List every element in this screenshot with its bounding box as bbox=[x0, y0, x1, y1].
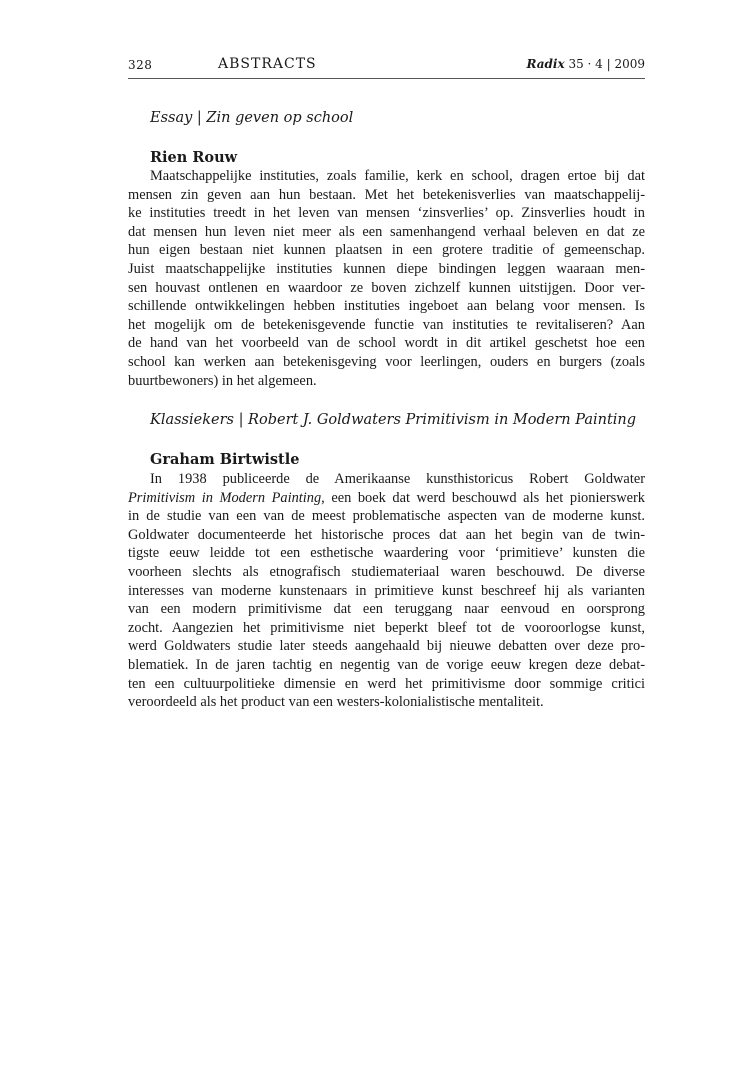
abstract-line: school kan werken aan betekenisgeving voor leerlingen, ouders en burgers (zoals bbox=[128, 353, 645, 370]
abstract-line: veroordeeld als het product van een westers-kolonialistische mentaliteit. bbox=[128, 694, 544, 711]
abstract-line: interesses van moderne kunstenaars in primitieve kunst beschreef hij als varianten bbox=[128, 582, 645, 599]
section-title: ABSTRACTS bbox=[218, 56, 317, 72]
abstract-line: zocht. Aangezien het primitivisme niet beperkt bleef tot de vooroorlogse kunst, bbox=[128, 619, 645, 636]
abstract-line bbox=[128, 489, 645, 508]
article-1-abstract bbox=[128, 167, 645, 390]
journal-issue: 35 · 4 | 2009 bbox=[568, 57, 645, 71]
article-author: Rien Rouw bbox=[150, 149, 238, 166]
page-number: 328 bbox=[128, 58, 153, 72]
abstract-line: het mogelijk om de betekenisgevende functie van instituties te revitaliseren? Aan bbox=[128, 316, 645, 333]
abstract-line: van een modern primitivisme dat een teruggang naar eenvoud en oorsprong bbox=[128, 601, 645, 618]
abstract-line: hun eigen bestaan niet kunnen plaatsen in een grotere traditie of gemeenschap. bbox=[128, 242, 645, 259]
book-title: Primitivism in Modern Painting bbox=[128, 489, 322, 506]
abstract-line: Juist maatschappelijke instituties kunnen diepe bindingen leggen waaraan men- bbox=[128, 260, 645, 277]
abstract-line-rest: , een boek dat werd beschouwd als het pionierswerk bbox=[321, 489, 645, 506]
article-1-rubric-block bbox=[128, 110, 645, 126]
article-2-author-block bbox=[128, 451, 645, 468]
article-rubric: Klassiekers | Robert J. Goldwaters Primitivism in Modern Painting bbox=[150, 412, 637, 428]
abstract-line: ten een cultuurpolitieke dimensie en werd het primitivisme door sommige critici bbox=[128, 675, 645, 692]
journal-info bbox=[526, 57, 645, 71]
article-2-abstract bbox=[128, 470, 645, 712]
abstract-line: werd Goldwaters studie later steeds aangehaald bij nieuwe debatten over deze pro- bbox=[128, 638, 645, 655]
abstract-line: voorheen slechts als etnografisch studiemateriaal waren beschouwd. De diverse bbox=[128, 563, 645, 580]
article-author: Graham Birtwistle bbox=[150, 451, 300, 468]
journal-name: Radix bbox=[526, 57, 565, 71]
abstract-line: schillende ontwikkelingen hebben instituties ingeboet aan belang voor mensen. Is bbox=[128, 298, 645, 315]
abstract-line: tigste eeuw leidde tot een esthetische waardering voor ‘primitieve’ kunsten die bbox=[128, 545, 645, 562]
article-rubric: Essay | Zin geven op school bbox=[150, 110, 354, 126]
abstract-line: blematiek. In de jaren tachtig en negentig van de vorige eeuw kregen deze debat- bbox=[128, 656, 645, 673]
abstract-line: buurtbewoners) in het algemeen. bbox=[128, 372, 317, 389]
abstract-line: Maatschappelijke instituties, zoals familie, kerk en school, dragen ertoe bij dat bbox=[150, 168, 645, 184]
abstract-line: Goldwater documenteerde het historische proces dat aan het begin van de twin- bbox=[128, 526, 645, 543]
abstract-line: de hand van het voorbeeld van de school wordt in dit artikel geschetst hoe een bbox=[128, 335, 645, 352]
article-1-author-block bbox=[128, 149, 645, 166]
article-2-rubric-block bbox=[128, 412, 645, 428]
abstract-line: sen houvast ontlenen en waardoor ze boven zichzelf kunnen uitstijgen. Door ver- bbox=[128, 279, 645, 296]
abstract-line: In 1938 publiceerde de Amerikaanse kunsthistoricus Robert Goldwater bbox=[150, 471, 645, 487]
running-header bbox=[128, 54, 645, 79]
abstract-line: mensen zin geven aan hun bestaan. Met het betekenisverlies van maatschappelij- bbox=[128, 186, 645, 203]
abstract-line: dat mensen hun leven niet meer als een samenhangend verhaal beleven en dat ze bbox=[128, 223, 645, 240]
abstract-line: ke instituties treedt in het leven van mensen ‘zinsverlies’ op. Zinsverlies houdt in bbox=[128, 205, 645, 222]
abstract-line: in de studie van een van de meest problematische aspecten van de moderne kunst. bbox=[128, 508, 645, 525]
